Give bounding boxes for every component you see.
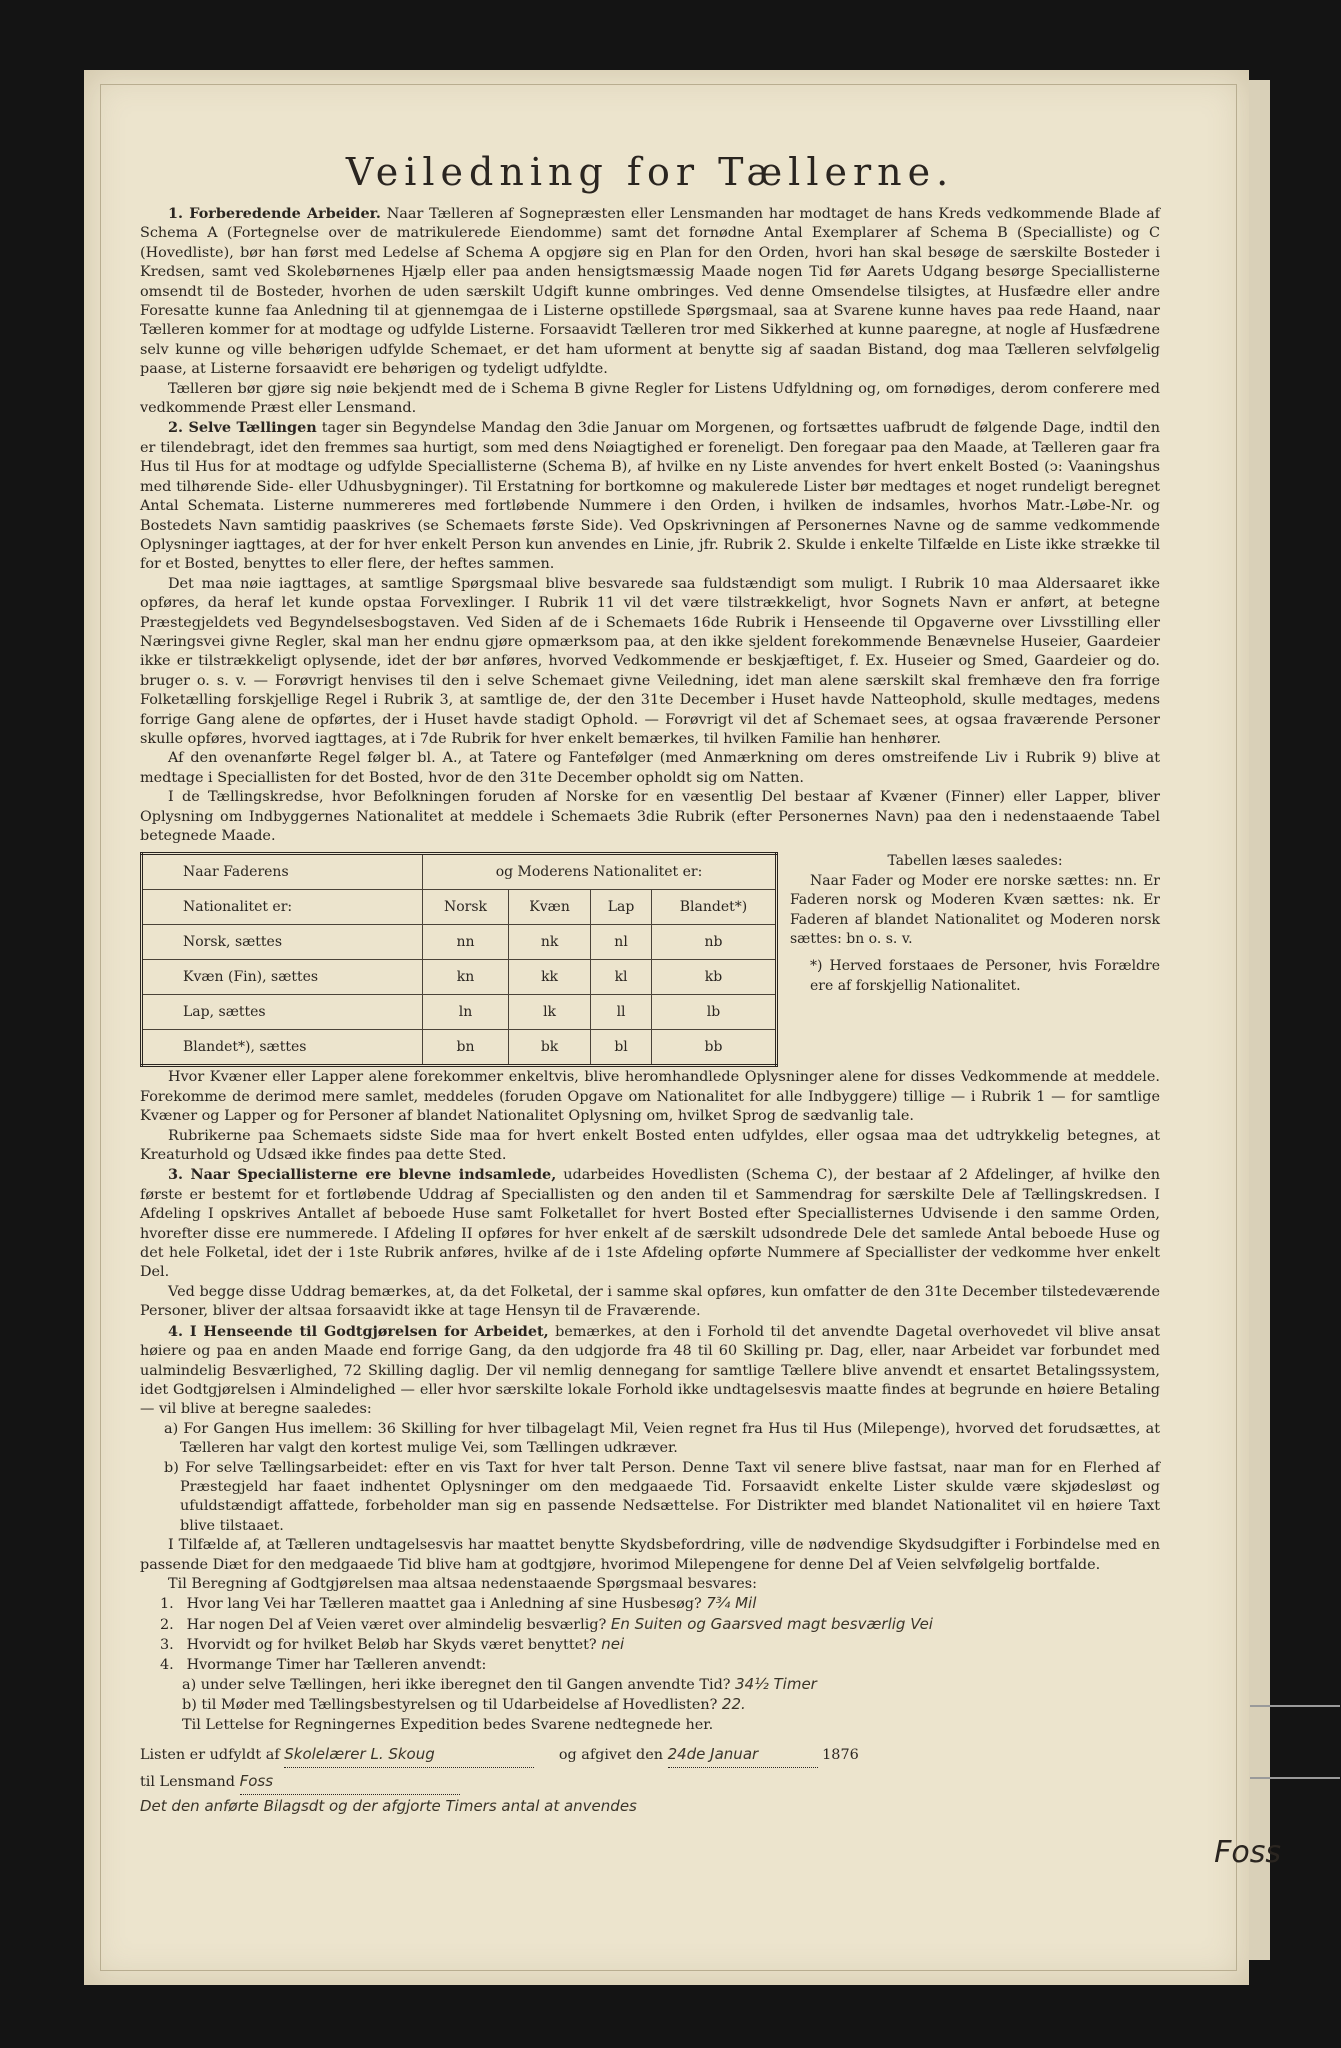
question-text: Hvormange Timer har Tælleren anvendt: — [186, 1656, 487, 1673]
table-cell: ll — [591, 995, 652, 1030]
row-label: Kvæn (Fin), sættes — [142, 960, 423, 995]
subquestion-item — [140, 1675, 1160, 1695]
table-cell: nk — [508, 925, 590, 960]
table-row — [142, 960, 777, 995]
lensmand-line — [140, 1768, 1160, 1795]
table-explanation — [790, 852, 1160, 996]
handwritten-footnote: Det den anførte Bilagsdt og der afgjorte Timers antal at anvendes — [140, 1797, 637, 1816]
table-header-mother: og Moderens Nationalitet er: — [422, 854, 776, 890]
after-table-p1: Hvor Kvæner eller Lapper alene forekommer enkeltvis, blive heromhandlede Oplysninger alene for disses Vedkommende at meddele. Forekomme de derimod mere samlet, meddeles (foruden Opgave om Nationalitet for alle Indbyggere) tillige — i Rubrik 1 — for samtlige Kvæner og Lapper og for Personer af blandet Nationalitet Oplysning om, hvilket Sprog de sædvanlig tale. — [140, 1069, 1160, 1125]
table-cell: lk — [508, 995, 590, 1030]
handwritten-answer: 34½ Timer — [735, 1675, 817, 1693]
question-text: Har nogen Del af Veien været over almindelig besværlig? — [186, 1616, 607, 1633]
section-3 — [140, 1165, 1160, 1282]
lensmand-name: Foss — [240, 1768, 460, 1795]
section-4-a: a) For Gangen Hus imellem: 36 Skilling for hver tilbagelagt Mil, Veien regnet fra Hus til Hus (Milepenge), hvorved det forudsættes, at Tælleren har valgt den kortest mulige Vei, som Tællingen udkræver. — [164, 1420, 1160, 1457]
lensmand-label: til Lensmand — [140, 1774, 235, 1791]
table-col-header: Lap — [591, 890, 652, 925]
table-note-text: Naar Fader og Moder ere norske sættes: nn. Er Faderen norsk og Moderen Kvæn sættes: nk. Er Faderen af blandet Nationalitet og Moderen norsk sættes: bn o. s. v. — [790, 872, 1160, 948]
section-4-text: bemærkes, at den i Forhold til det anvendte Dagetal overhovedet vil blive ansat høiere og paa en anden Maade end forrige Gang, da den udgjorde fra 48 til 60 Skilling pr. Dag, eller, naar Arbeidet var forbundet med ualmindelig Besværlighed, 72 Skilling daglig. Der vil nemlig dennegang for samtlige Tællere blive anvendt et ensartet Betalingssystem, idet Godtgjørelsen i Almindelighed — eller hvor særskilte lokale Forhold ikke undtagelsesvis maatte findes at begrunde en høiere Betaling — vil blive at beregne saaledes: — [140, 1323, 1161, 1418]
section-4-heading: 4. I Henseende til Godtgjørelsen for Arbeidet, — [168, 1322, 549, 1340]
table-header-nationality: Nationalitet er: — [142, 890, 423, 925]
table-cell: kn — [422, 960, 508, 995]
nationality-table — [140, 852, 778, 1067]
subquestion-text: b) til Møder med Tællingsbestyrelsen og til Udarbeidelse af Hovedlisten? — [182, 1697, 718, 1714]
table-cell: bk — [508, 1030, 590, 1066]
question-text: Hvorvidt og for hvilket Beløb har Skyds været benyttet? — [186, 1637, 597, 1654]
question-number: 4. — [160, 1656, 174, 1673]
question-text: Hvor lang Vei har Tælleren maattet gaa i Anledning af sine Husbesøg? — [186, 1596, 702, 1613]
section-3-text: udarbeides Hovedlisten (Schema C), der bestaar af 2 Afdelinger, af hvilke den første er bestemt for et fortløbende Uddrag af Speciallisten og den anden til et Sammendrag for særskilte Dele af Tællingskredsen. I Afdeling I opskrives Antallet af beboede Huse samt Folketallet for hvert Bosted efter Speciallisternes Udvisende i den samme Orden, hvorefter disse ere nummerede. I Afdeling II opføres for hver enkelt af de særskilt udsondrede Dele det samlede Antal beboede Huse og det hele Folketal, idet der i 1ste Rubrik anføres, hvilke af de i 1ste Afdeling opførte Nummere af Speciallister der vedkomme hver enkelt Del. — [140, 1167, 1160, 1281]
question-item — [140, 1656, 1160, 1675]
closing-note: Til Lettelse for Regningernes Expedition bedes Svarene nedtegnede her. — [182, 1716, 714, 1733]
section-2-text3: Af den ovenanførte Regel følger bl. A., at Tatere og Fantefølger (med Anmærkning om deres omstreifende Liv i Rubrik 9) blive at medtage i Speciallisten for det Bosted, hvor de den 31te December opholdt sig om Natten. — [140, 750, 1160, 786]
section-4-b: b) For selve Tællingsarbeidet: efter en vis Taxt for hver talt Person. Denne Taxt vil senere blive fastsat, naar man for en Flerhed af Præstegjeld har faaet indhentet Oplysninger om den medgaaede Tid. Forsaavidt enkelte Lister skulde være skjødesløst og ufuldstændigt affattede, forbeholder man sig en passende Nedsættelse. For Distrikter med blandet Nationalitet vil en høiere Taxt blive tilstaaet. — [164, 1459, 1160, 1534]
section-3-heading: 3. Naar Speciallisterne ere blevne indsamlede, — [168, 1166, 557, 1184]
completion-line — [140, 1741, 1160, 1768]
section-4 — [140, 1322, 1160, 1420]
table-cell: nl — [591, 925, 652, 960]
section-2-text4: I de Tællingskredse, hvor Befolkningen foruden af Norske for en væsentlig Del bestaar af Kvæner (Finner) eller Lapper, bliver Oplysning om Indbyggernes Nationalitet at meddele i Schemaets 3die Rubrik (efter Personernes Navn) paa den i nedenstaaende Tabel betegnede Maade. — [140, 789, 1160, 844]
section-1-text: Naar Tælleren af Sognepræsten eller Lensmanden har modtaget de hans Kreds vedkommende Blade af Schema A (Fortegnelse over de matrikulerede Eiendomme) samt det fornødne Antal Exemplarer af Schema B (Specialliste) og C (Hovedliste), bør han først med Ledelse af Schema A opgjøre sig en Plan for den Orden, hvori han skal besøge de særskilte Bosteder i Kredsen, samt ved Skolebørnenes Hjælp eller paa anden hensigtsmæssig Maade nogen Tid før Aarets Udgang besørge Speciallisterne omsendt til de Bosteder, hvorhen de uden særskilt Udgift kunne ombringes. Ved denne Omsendelse tilsigtes, at Husfædre eller andre Foresatte kunne faa Anledning til at gjennemgaa de i Listerne opstillede Spørgsmaal, saa at Svarene kunne haves paa rede Haand, naar Tælleren kommer for at modtage og udfylde Listerne. Forsaavidt Tælleren tror med Sikkerhed at kunne paaregne, at nogle af Husfædrene selv kunne og ville behørigen udfylde Schemaet, er det ham uforment at benytte sig af saadan Bistand, dog maa Tælleren selvfølgelig paase, at Listerne forsaavidt ere behørigen og tydeligt udfyldte. — [140, 206, 1160, 378]
table-cell: kk — [508, 960, 590, 995]
nationality-table-block — [140, 852, 1160, 1062]
handwritten-answer: En Suiten og Gaarsved magt besværlig Vei — [610, 1614, 933, 1633]
questions-list — [140, 1594, 1160, 1735]
question-number: 1. — [160, 1596, 174, 1613]
table-cell: kl — [591, 960, 652, 995]
section-3-text2: Ved begge disse Uddrag bemærkes, at, da det Folketal, der i samme skal opføres, kun omfatter de den 31te December tilstedeværende Personer, bliver der altsaa forsaavidt ikke at tage Hensyn til de Fraværende. — [140, 1283, 1160, 1320]
section-2 — [140, 418, 1160, 574]
question-number: 3. — [160, 1637, 174, 1654]
section-2-text: tager sin Begyndelse Mandag den 3die Januar om Morgenen, og fortsættes uafbrudt de følgende Dage, indtil den er tilendebragt, idet den fremmes saa hurtigt, som med dens Nøiagtighed er foreneligt. Den foregaar paa den Maade, at Tælleren gaar fra Hus til Hus for at modtage og udfylde Speciallisterne (Schema B), af hvilke en ny Liste anvendes for hvert enkelt Bosted (ↄ: Vaaningshus med tilhørende Side- eller Udhusbygninger). Til Erstatning for bortkomne og makulerede Lister bør medtages et noget rundeligt beregnet Antal Schemata. Listerne nummereres med fortløbende Nummere i den Orden, i hvilken de indsamles, hvorhos Matr.-Løbe-Nr. og Bostedets Navn samtidig paaskrives (se Schemaets første Side). Ved Opskrivningen af Personernes Navne og de samme vedkommende Oplysninger iagttages, at der for hver enkelt Person kun anvendes en Linie, jfr. Rubrik 2. Skulde i enkelte Tilfælde en Liste ikke strække til for et Bosted, benyttes to eller flere, der heftes sammen. — [140, 420, 1161, 573]
section-2-text2: Det maa nøie iagttages, at samtlige Spørgsmaal blive besvarede saa fuldstændigt som muligt. I Rubrik 10 maa Aldersaaret ikke opføres, da heraf let kunde opstaa Forvexlinger. I Rubrik 11 vil det være tilstrækkeligt, hvor Sognets Navn er anført, at betegne Præstegjeldets ved Begyndelsesbogstaven. Ved Siden af de i Schemaets 16de Rubrik i Henseende til Opgaverne over Livsstilling eller Næringsvei givne Regler, skal man her endnu gjøre opmærksom paa, at den ikke sjeldent forekommende Benævnelse Huseier, Gaardeier ikke er tilstrækkeligt oplysende, idet der bør anføres, hvorved Vedkommende er beskjæftiget, f. Ex. Huseier og Smed, Gaardeier og do. bruger o. s. v. — Forøvrigt henvises til den i selve Schemaet givne Veiledning, idet man alene særskilt skal fremhæve den fra forrige Folketælling forskjellige Regel i Rubrik 3, at samtlige de, der den 31te December i Huset havde Natteophold, skulle medtages, medens forrige Gang alene de opførtes, der i Huset havde stadigt Ophold. — Forøvrigt vil det af Schemaet sees, at ogsaa fraværende Personer skulle opføres, hvorved iagttages, at i 7de Rubrik for hver enkelt bemærkes, til hvilken Familie han henhører. — [140, 575, 1160, 747]
handwritten-answer: 7¾ Mil — [706, 1594, 757, 1613]
table-note-heading: Tabellen læses saaledes: — [887, 853, 1063, 870]
section-4-text3: Til Beregning af Godtgjørelsen maa altsaa nedenstaaende Spørgsmaal besvares: — [168, 1575, 758, 1592]
row-label: Blandet*), sættes — [142, 1030, 423, 1066]
table-cell: ln — [422, 995, 508, 1030]
question-item — [140, 1635, 1160, 1655]
completion-mid: og afgivet den — [558, 1747, 663, 1764]
page-title: Veiledning for Tællerne. — [345, 150, 955, 194]
row-label: Norsk, sættes — [142, 925, 423, 960]
section-4-text2: I Tilfælde af, at Tælleren undtagelsesvis har maattet benytte Skydsbefordring, ville de nødvendige Skydsudgifter i Forbindelse med en passende Diæt for den medgaaede Tid blive ham at godtgjøre, hvorimod Milepengene for denne Del af Veien selvfølgelig bortfalde. — [140, 1537, 1160, 1573]
table-row — [142, 995, 777, 1030]
table-cell: bl — [591, 1030, 652, 1066]
table-row — [142, 1030, 777, 1066]
section-2-heading: 2. Selve Tællingen — [168, 419, 317, 437]
table-cell: nn — [422, 925, 508, 960]
table-footnote: *) Herved forstaaes de Personer, hvis Forældre ere af forskjellig Nationalitet. — [810, 958, 1160, 994]
delivery-year: 1876 — [822, 1747, 859, 1764]
table-col-header: Kvæn — [508, 890, 590, 925]
binding-bracket — [1250, 1705, 1340, 1779]
table-row — [142, 925, 777, 960]
table-cell: bb — [651, 1030, 776, 1066]
after-table-p2: Rubrikerne paa Schemaets sidste Side maa for hvert enkelt Bosted enten udfyldes, eller ogsaa maa det udtrykkelig betegnes, at Kreaturhold og Udsæd ikke findes paa dette Sted. — [140, 1127, 1160, 1164]
section-1-heading: 1. Forberedende Arbeider. — [168, 205, 381, 222]
section-1-text2: Tælleren bør gjøre sig nøie bekjendt med de i Schema B givne Regler for Listens Udfyldning og, om fornødiges, derom conferere med vedkommende Præst eller Lensmand. — [140, 380, 1160, 417]
question-item — [140, 1594, 1160, 1614]
handwritten-answer: 22. — [721, 1695, 746, 1714]
table-cell: bn — [422, 1030, 508, 1066]
table-cell: nb — [651, 925, 776, 960]
table-header-father: Naar Faderens — [142, 854, 423, 890]
subquestion-text: a) under selve Tællingen, heri ikke iberegnet den til Gangen anvendte Tid? — [182, 1677, 731, 1693]
table-cell: kb — [651, 960, 776, 995]
table-cell: lb — [651, 995, 776, 1030]
subquestion-item — [140, 1695, 1160, 1715]
handwritten-signature: Foss — [1214, 1835, 1281, 1870]
filled-by-name: Skolelærer L. Skoug — [284, 1741, 534, 1768]
handwritten-answer: nei — [601, 1635, 625, 1654]
table-col-header: Norsk — [422, 890, 508, 925]
section-1 — [140, 204, 1160, 380]
row-label: Lap, sættes — [142, 995, 423, 1030]
completion-prefix: Listen er udfyldt af — [140, 1747, 280, 1764]
delivery-date: 24de Januar — [668, 1741, 818, 1768]
table-col-header: Blandet*) — [651, 890, 776, 925]
document-body — [140, 150, 1160, 1830]
question-item — [140, 1615, 1160, 1635]
question-number: 2. — [160, 1616, 174, 1633]
